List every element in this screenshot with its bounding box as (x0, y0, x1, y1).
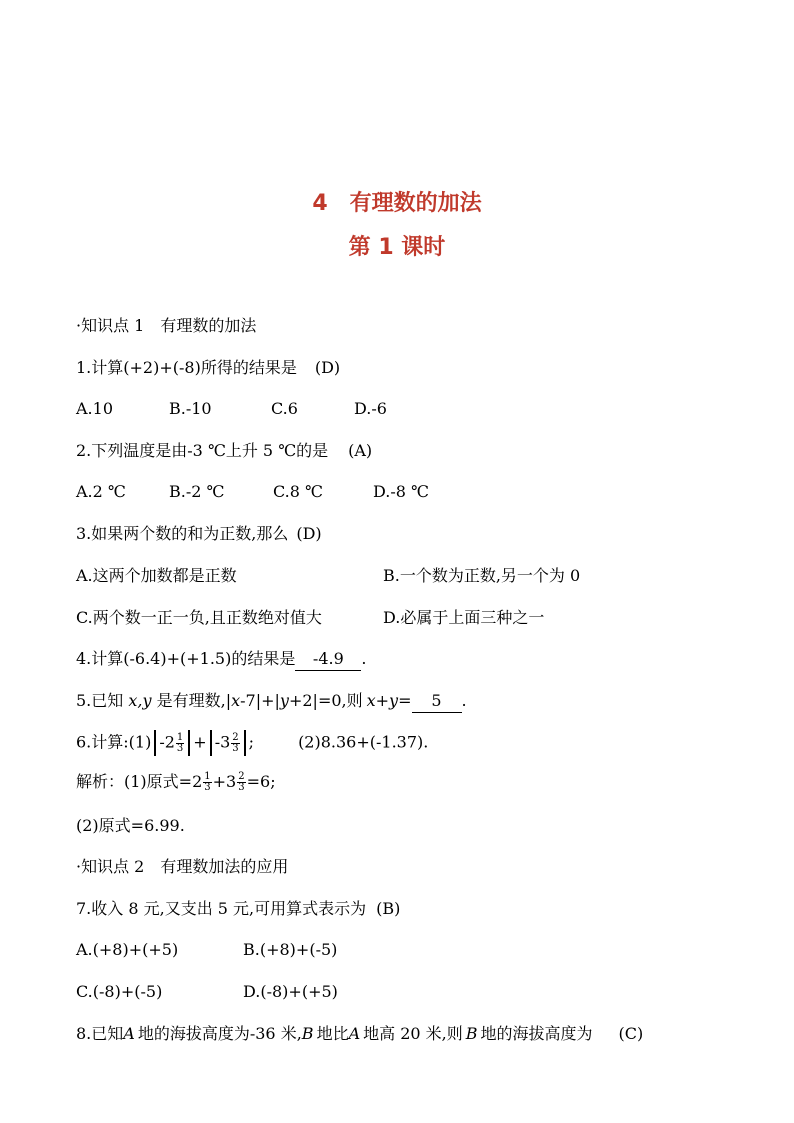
fraction (231, 733, 239, 754)
numerator: 1 (204, 771, 211, 782)
question-3-answer: (D) (296, 524, 322, 543)
option-d: D.-6 (354, 399, 387, 418)
question-2 (76, 440, 372, 462)
question-2-stem: 2.下列温度是由-3 ℃上升 5 ℃的是 (76, 441, 329, 460)
question-3-stem: 3.如果两个数的和为正数,那么 (76, 524, 289, 543)
option-d: D.-8 ℃ (373, 482, 429, 501)
numerator: 2 (238, 771, 245, 782)
solution-line-2: (2)原式=6.99. (76, 816, 185, 835)
answer-blank: 5 (412, 690, 462, 713)
q6-part-2: (2)8.36+(-1.37). (298, 732, 429, 752)
question-7-stem: 7.收入 8 元,又支出 5 元,可用算式表示为 (76, 899, 367, 918)
option-a: A.2 ℃ (76, 482, 126, 501)
abs-bar (244, 730, 246, 756)
period: . (461, 691, 467, 710)
option-c: C.6 (271, 399, 298, 418)
denominator: 3 (232, 742, 239, 754)
fraction (203, 772, 211, 793)
q6-text-pre: 6.计算:(1) (76, 732, 152, 752)
period: . (361, 649, 367, 668)
q5-sum-expr: x+y (366, 691, 399, 710)
plus-sign: + (193, 732, 207, 752)
option-b: B.(+8)+(-5) (243, 940, 338, 959)
q6-mixed-b-whole: -3 (214, 732, 231, 752)
option-b: B.-2 ℃ (169, 482, 225, 501)
q5-var-y: y (279, 691, 289, 710)
question-1-stem: 1.计算(+2)+(-8)所得的结果是 (76, 358, 297, 377)
q6-mixed-a-whole: -2 (159, 732, 175, 752)
solution-result: =6; (246, 772, 276, 791)
question-5 (76, 690, 467, 713)
abs-bar (154, 730, 156, 756)
option-a: A.(+8)+(+5) (76, 940, 179, 959)
q5-text-pre: 5.已知 (76, 691, 124, 710)
question-3-options-row-2 (76, 607, 544, 629)
solution-label: 解析：(1)原式=2 (76, 772, 203, 791)
session-title: 第 1 课时 (348, 235, 446, 260)
question-8-answer: (C) (618, 1024, 644, 1043)
question-7-answer: (B) (376, 899, 401, 918)
denominator: 3 (238, 782, 245, 793)
numerator: 2 (232, 731, 239, 743)
option-a: A.10 (76, 399, 113, 418)
question-3-options-row-1 (76, 565, 580, 587)
option-c: C.8 ℃ (273, 482, 323, 501)
question-7-options-row-2 (76, 981, 338, 1003)
q5-var-x: x (231, 691, 241, 710)
q8-text-2: 地比 (316, 1024, 349, 1043)
question-7-options-row-1 (76, 939, 337, 961)
question-1-options (76, 398, 387, 420)
numerator: 1 (176, 731, 184, 743)
question-4-stem: 4.计算(-6.4)+(+1.5)的结果是 (76, 649, 296, 668)
question-6 (76, 730, 428, 756)
fraction (237, 772, 245, 793)
question-1-answer: (D) (314, 358, 341, 377)
q8-var-a2: A (348, 1024, 361, 1043)
question-4 (76, 648, 366, 671)
question-3 (76, 523, 322, 545)
option-a: A.这两个加数都是正数 (76, 566, 237, 585)
question-2-answer: (A) (348, 441, 373, 460)
option-c: C.(-8)+(-5) (76, 982, 163, 1001)
solution-line-1 (76, 771, 276, 793)
section-heading-1: ·知识点 1 有理数的加法 (76, 316, 257, 335)
question-2-options (76, 481, 429, 503)
question-7 (76, 898, 400, 920)
q5-text-3: +2|=0,则 (288, 691, 363, 710)
q8-var-b2: B (465, 1024, 478, 1043)
option-c: C.两个数一正一负,且正数绝对值大 (76, 608, 322, 627)
q5-vars: x,y (128, 691, 152, 710)
option-b: B.一个数为正数,另一个为 0 (383, 566, 581, 585)
answer-blank: -4.9 (295, 648, 361, 671)
q8-text-pre: 8.已知 (76, 1024, 124, 1043)
lesson-title: 4 有理数的加法 (312, 191, 482, 216)
section-heading-2: ·知识点 2 有理数加法的应用 (76, 857, 289, 876)
abs-bar (188, 730, 190, 756)
plus-term: +3 (212, 772, 237, 791)
q5-text-2: -7|+| (240, 691, 280, 710)
q8-var-a: A (123, 1024, 135, 1043)
q8-text-4: 地的海拔高度为 (480, 1024, 593, 1043)
denominator: 3 (204, 782, 211, 793)
question-8 (76, 1023, 643, 1045)
q8-var-b: B (301, 1024, 314, 1043)
semicolon: ; (248, 732, 255, 752)
option-d: D.(-8)+(+5) (243, 982, 338, 1001)
q5-eq: = (398, 691, 412, 710)
option-d: D.必属于上面三种之一 (383, 608, 545, 627)
option-b: B.-10 (169, 399, 212, 418)
q8-text-3: 地高 20 米,则 (363, 1024, 463, 1043)
fraction (176, 733, 184, 754)
denominator: 3 (176, 742, 184, 754)
q8-text-1: 地的海拔高度为-36 米, (137, 1024, 302, 1043)
q5-text-mid: 是有理数,| (156, 691, 232, 710)
question-1 (76, 357, 340, 379)
abs-bar (210, 730, 212, 756)
